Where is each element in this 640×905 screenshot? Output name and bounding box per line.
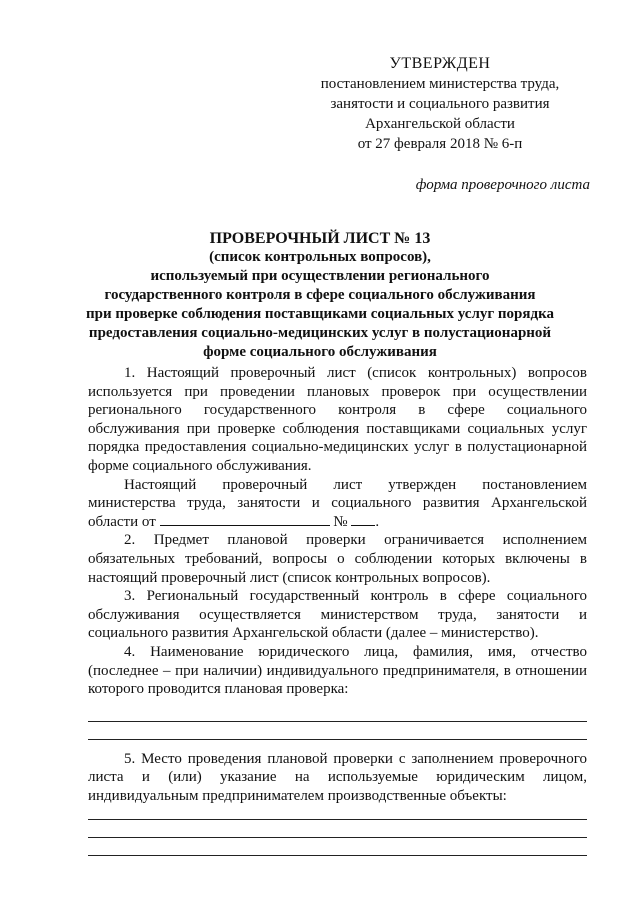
title-line: предоставления социально-медицинских услуг в полустационарной <box>88 325 552 341</box>
document-title <box>80 229 560 362</box>
approval-line: постановлением министерства труда, <box>320 76 560 92</box>
approval-date: от 27 февраля 2018 № 6-п <box>357 136 523 152</box>
title-line: форме социального обслуживания <box>203 344 437 360</box>
date-blank-line[interactable] <box>160 513 330 526</box>
spacer <box>88 838 587 855</box>
paragraph-2: 2. Предмет плановой проверки ограничивается исполнением обязательных требований, вопросы о соблюдении которых включены в настоящий проверочный лист (список контрольных вопросов). <box>88 532 587 586</box>
document-body <box>88 364 587 856</box>
spacer <box>88 740 587 750</box>
approval-note-text: Настоящий проверочный лист утвержден постановлением министерства труда, занятости и социального развития Архангельской области от <box>88 476 587 530</box>
title-main: ПРОВЕРОЧНЫЙ ЛИСТ № 13 <box>209 230 431 247</box>
spacer <box>88 699 587 721</box>
paragraph-3: 3. Региональный государственный контроль в сфере социального обслуживания осуществляется министерством труда, занятости и социального развития Архангельской области (далее – министерство). <box>88 588 587 642</box>
approval-heading: УТВЕРЖДЕН <box>389 55 491 72</box>
form-label: форма проверочного листа <box>415 177 590 193</box>
approval-stamp <box>300 54 580 154</box>
title-line: (список контрольных вопросов), <box>209 249 431 265</box>
spacer <box>88 722 587 739</box>
paragraph-1: 1. Настоящий проверочный лист (список контрольных) вопросов используется при проведении плановых проверок при осуществлении регионального государственного контроля в сфере социального обслуживания при проверке соблюдения поставщиками социальных услуг порядка предоставления социально-медицинских услуг в полустационарной форме социального обслуживания. <box>88 365 587 474</box>
title-line: используемый при осуществлении регионального <box>150 268 490 284</box>
number-sign: № <box>333 513 348 530</box>
title-line: государственного контроля в сфере социального обслуживания <box>104 287 536 303</box>
paragraph-4: 4. Наименование юридического лица, фамилия, имя, отчество (последнее – при наличии) индивидуального предпринимателя, в отношении которого проводится плановая проверка: <box>88 643 587 698</box>
paragraph-approval-note <box>88 476 587 532</box>
paragraph-5: 5. Место проведения плановой проверки с заполнением проверочного листа и (или) указание на используемые юридическим лицом, индивидуальным предпринимателем производственные объекты: <box>88 750 587 804</box>
fill-line-location-3[interactable] <box>88 855 587 856</box>
number-blank-line[interactable] <box>351 513 375 526</box>
approval-line: занятости и социального развития <box>330 96 550 112</box>
period: . <box>375 513 380 530</box>
title-line: при проверке соблюдения поставщиками социальных услуг порядка <box>85 306 555 322</box>
spacer <box>88 805 587 819</box>
approval-line: Архангельской области <box>365 116 515 132</box>
spacer <box>88 820 587 837</box>
